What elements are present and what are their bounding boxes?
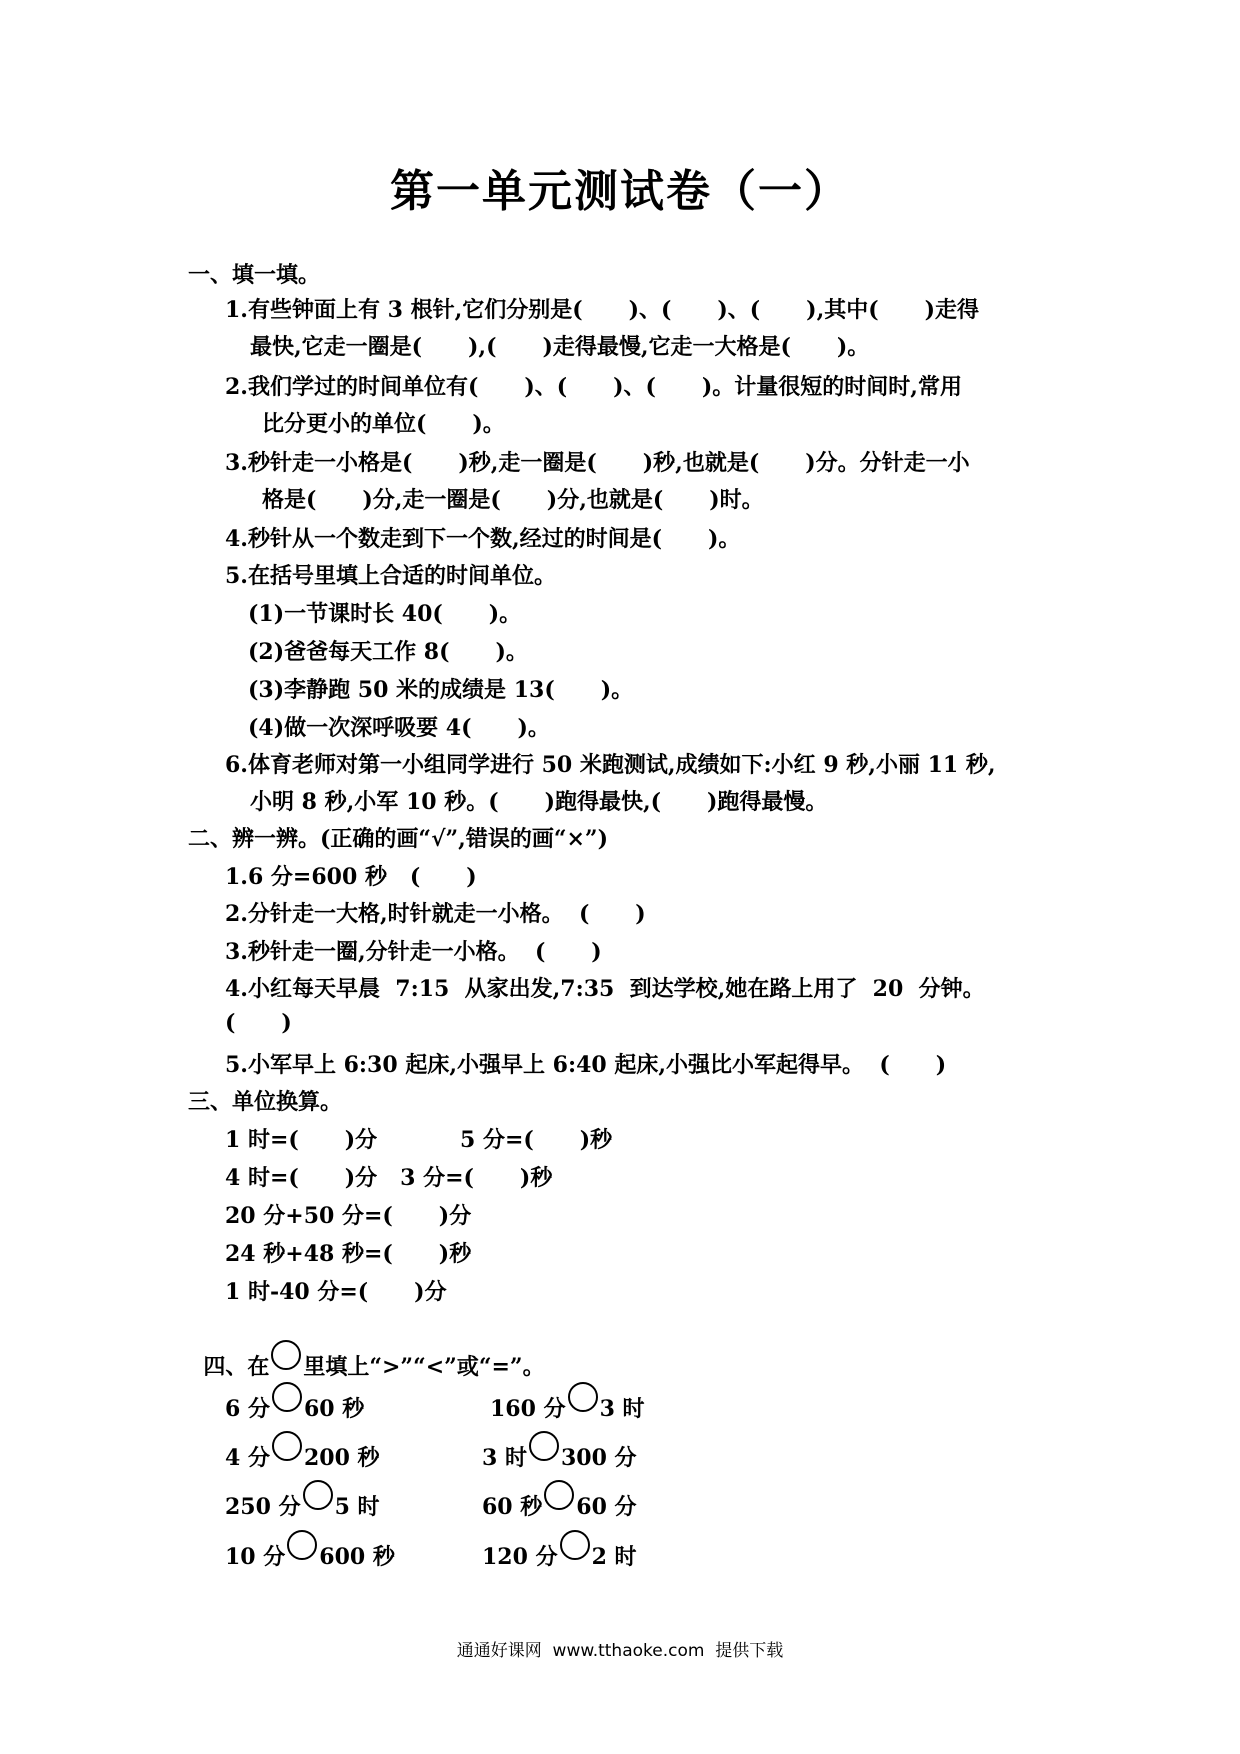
s4-item-right: 200 秒	[303, 1445, 380, 1471]
s4-item-right: 600 秒	[319, 1544, 395, 1570]
s1-q4: 4.秒针从一个数走到下一个数,经过的时间是( )。	[225, 526, 741, 552]
s4-item-left: 120 分	[482, 1544, 558, 1570]
page-title: 第一单元测试卷（一）	[390, 166, 850, 217]
footer-source-note: 通通好课网 www.tthaoke.com 提供下载	[456, 1641, 784, 1661]
s1-q3-line2: 格是( )分,走一圈是( )分,也就是( )时。	[262, 487, 764, 513]
s2-q1: 1.6 分=600 秒 ( )	[225, 864, 477, 890]
compare-circle-input[interactable]	[272, 1431, 302, 1461]
s4-item-7	[225, 1530, 395, 1571]
s4-item-left: 250 分	[225, 1494, 301, 1520]
s4-item-left: 4 分	[225, 1445, 270, 1471]
s3-row1-b: 5 分=( )秒	[460, 1127, 613, 1153]
s1-q2-line1: 2.我们学过的时间单位有( )、( )、( )。计量很短的时间时,常用	[225, 374, 962, 400]
s1-q2-line2: 比分更小的单位( )。	[262, 411, 505, 437]
s2-q3: 3.秒针走一圈,分针走一小格。 ( )	[225, 939, 602, 965]
s1-q5-1: (1)一节课时长 40( )。	[248, 601, 522, 627]
s1-q1-line2: 最快,它走一圈是( ),( )走得最慢,它走一大格是( )。	[250, 334, 870, 360]
circle-blank-icon	[271, 1340, 301, 1370]
s4-item-2	[490, 1382, 645, 1423]
s4-item-right: 60 分	[576, 1494, 637, 1520]
s4-item-4	[482, 1431, 637, 1472]
s1-q5-3: (3)李静跑 50 米的成绩是 13( )。	[248, 677, 634, 703]
s1-q5-4: (4)做一次深呼吸要 4( )。	[248, 715, 550, 741]
s2-q4-line1: 4.小红每天早晨 7:15 从家出发,7:35 到达学校,她在路上用了 20 分钟。	[225, 976, 985, 1002]
s1-q5-2: (2)爸爸每天工作 8( )。	[248, 639, 528, 665]
compare-circle-input[interactable]	[272, 1382, 302, 1412]
compare-circle-input[interactable]	[303, 1480, 333, 1510]
section-3-heading: 三、单位换算。	[188, 1089, 343, 1115]
compare-circle-input[interactable]	[568, 1382, 598, 1412]
s3-row1-a: 1 时=( )分	[225, 1127, 378, 1153]
s2-q4-line2: ( )	[225, 1010, 292, 1036]
s4-heading-post: 里填上“>”“<”或“=”。	[303, 1354, 545, 1380]
s1-q6-line2: 小明 8 秒,小军 10 秒。( )跑得最快,( )跑得最慢。	[250, 789, 828, 815]
s4-heading-pre: 四、在	[203, 1354, 270, 1380]
s3-row5: 1 时-40 分=( )分	[225, 1279, 447, 1305]
s2-q2: 2.分针走一大格,时针就走一小格。 ( )	[225, 901, 646, 927]
s4-item-right: 3 时	[599, 1396, 645, 1422]
s3-row3: 20 分+50 分=( )分	[225, 1203, 472, 1229]
s4-item-right: 5 时	[334, 1494, 380, 1520]
s1-q6-line1: 6.体育老师对第一小组同学进行 50 米跑测试,成绩如下:小红 9 秒,小丽 11 秒,	[225, 752, 996, 778]
section-1-heading: 一、填一填。	[188, 262, 321, 288]
s4-item-left: 10 分	[225, 1544, 286, 1570]
s1-q3-line1: 3.秒针走一小格是( )秒,走一圈是( )秒,也就是( )分。分针走一小	[225, 450, 970, 476]
compare-circle-input[interactable]	[544, 1480, 574, 1510]
s4-item-1	[225, 1382, 364, 1423]
s4-item-right: 60 秒	[303, 1396, 365, 1422]
s3-row2: 4 时=( )分 3 分=( )秒	[225, 1165, 553, 1191]
s3-row4: 24 秒+48 秒=( )秒	[225, 1241, 472, 1267]
s4-item-left: 3 时	[482, 1445, 527, 1471]
compare-circle-input[interactable]	[529, 1431, 559, 1461]
section-2-heading: 二、辨一辨。(正确的画“√”,错误的画“×”)	[188, 826, 608, 852]
s4-item-right: 2 时	[591, 1544, 637, 1570]
s4-item-left: 6 分	[225, 1396, 270, 1422]
s1-q5: 5.在括号里填上合适的时间单位。	[225, 563, 556, 589]
s4-item-5	[225, 1480, 380, 1521]
compare-circle-input[interactable]	[560, 1530, 590, 1560]
s4-item-left: 160 分	[490, 1396, 566, 1422]
compare-circle-input[interactable]	[287, 1530, 317, 1560]
s2-q5: 5.小军早上 6:30 起床,小强早上 6:40 起床,小强比小军起得早。 ( )	[225, 1052, 947, 1078]
s4-item-right: 300 分	[560, 1445, 637, 1471]
section-4-heading	[188, 1314, 545, 1381]
s1-q1-line1: 1.有些钟面上有 3 根针,它们分别是( )、( )、( ),其中( )走得	[225, 297, 980, 323]
s4-item-left: 60 秒	[482, 1494, 543, 1520]
s4-item-3	[225, 1431, 380, 1472]
s4-item-8	[482, 1530, 637, 1571]
s4-item-6	[482, 1480, 637, 1521]
